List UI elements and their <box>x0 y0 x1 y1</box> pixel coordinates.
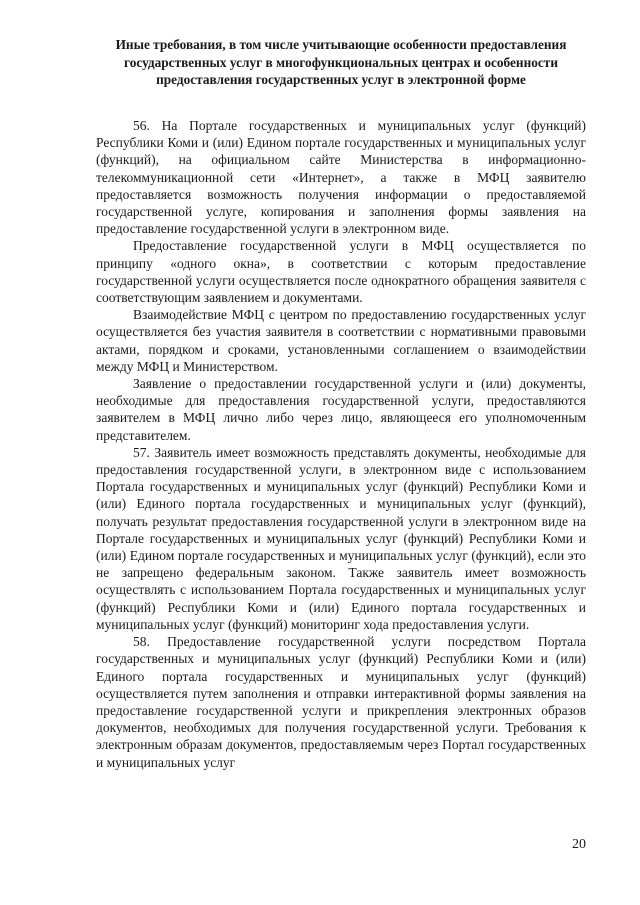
page-number: 20 <box>572 837 586 852</box>
paragraph-57: 57. Заявитель имеет возможность представлять документы, необходимые для предоставления государственной услуги, в электронном виде с использованием Портала государственных и муниципальных услуг (функций) Республики Коми и (или) Единого портала государственных и муниципальных услуг (функций), получать результат предоставления государственной услуги в электронном виде на Портале государственных и муниципальных услуг (функций) Республики Коми и (или) Едином портале государственных и муниципальных услуг (функций), если это не запрещено федеральным законом. Также заявитель имеет возможность осуществлять с использованием Портала государственных и муниципальных услуг (функций) Республики Коми и (или) Единого портала государственных и муниципальных услуг (функций) мониторинг хода предоставления услуги. <box>96 444 586 632</box>
section-heading: Иные требования, в том числе учитывающие особенности предоставления государственных услуг в многофункциональных центрах и особенности предоставления государственных услуг в электронной форме <box>115 37 567 87</box>
body-text <box>96 117 586 771</box>
paragraph-58: 58. Предоставление государственной услуги посредством Портала государственных и муниципальных услуг (функций) Республики Коми и (или) Единого портала государственных и муниципальных услуг (функций) осуществляется путем заполнения и отправки интерактивной формы заявления на предоставление государственной услуги и прикрепления электронных образов документов, необходимых для получения государственной услуги. Требования к электронным образам документов, предоставляемым через Портал государственных и муниципальных услуг <box>96 634 586 770</box>
paragraph-56: 56. На Портале государственных и муниципальных услуг (функций) Республики Коми и (или) Едином портале государственных и муниципальных услуг (функций), на официальном сайте Министерства в информационно-телекоммуникационной сети «Интернет», а также в МФЦ заявителю предоставляется возможность получения информации о предоставляемой государственной услуге, копирования и заполнения формы заявления на предоставление государственной услуги в электронном виде. <box>96 118 586 237</box>
paragraph-mfc-one-window: Предоставление государственной услуги в МФЦ осуществляется по принципу «одного окна», в соответствии с которым предоставление государственной услуги осуществляется после однократного обращения заявителя с соответствующим заявлением и документами. <box>96 238 586 306</box>
paragraph-application-submission: Заявление о предоставлении государственной услуги и (или) документы, необходимые для предоставления государственной услуги, предоставляются заявителем в МФЦ лично либо через лицо, являющееся его уполномоченным представителем. <box>96 376 586 443</box>
paragraph-mfc-interaction: Взаимодействие МФЦ с центром по предоставлению государственных услуг осуществляется без участия заявителя в соответствии с нормативными правовыми актами, порядком и сроками, установленными соглашением о взаимодействии между МФЦ и Министерством. <box>96 307 586 374</box>
